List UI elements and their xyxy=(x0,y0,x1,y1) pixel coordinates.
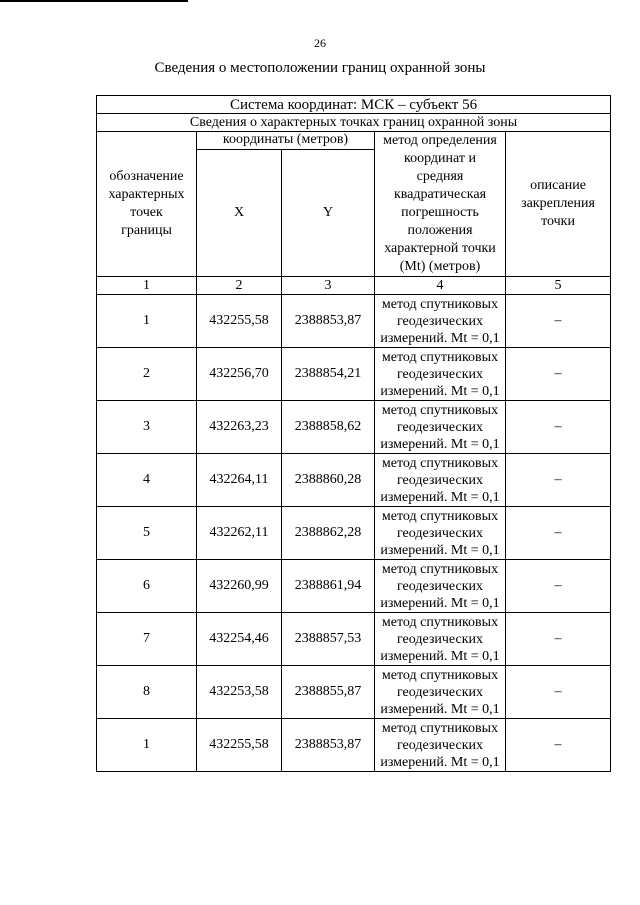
table-row xyxy=(97,666,611,719)
description-cell: – xyxy=(506,719,611,772)
section-title-row xyxy=(97,114,611,132)
method-cell: метод спутниковых геодезических измерений. Mt = 0,1 xyxy=(375,666,506,719)
method-cell: метод спутниковых геодезических измерений. Mt = 0,1 xyxy=(375,613,506,666)
header-y: Y xyxy=(282,150,375,277)
description-cell: – xyxy=(506,560,611,613)
coord-x: 432253,58 xyxy=(197,666,282,719)
header-method: метод определения координат и средняя квадратическая погрешность положения характерной точки (Mt) (метров) xyxy=(375,132,506,277)
coord-x: 432263,23 xyxy=(197,401,282,454)
method-cell: метод спутниковых геодезических измерений. Mt = 0,1 xyxy=(375,719,506,772)
column-numbers-row xyxy=(97,277,611,295)
coordinate-system-cell: Система координат: МСК – субъект 56 xyxy=(97,96,611,114)
column-number: 2 xyxy=(197,277,282,295)
column-number: 5 xyxy=(506,277,611,295)
method-cell: метод спутниковых геодезических измерений. Mt = 0,1 xyxy=(375,454,506,507)
column-number: 4 xyxy=(375,277,506,295)
coord-x: 432260,99 xyxy=(197,560,282,613)
point-id: 5 xyxy=(97,507,197,560)
method-cell: метод спутниковых геодезических измерений. Mt = 0,1 xyxy=(375,348,506,401)
point-id: 3 xyxy=(97,401,197,454)
point-id: 2 xyxy=(97,348,197,401)
coord-y: 2388860,28 xyxy=(282,454,375,507)
table-row xyxy=(97,560,611,613)
method-cell: метод спутниковых геодезических измерений. Mt = 0,1 xyxy=(375,295,506,348)
coord-y: 2388857,53 xyxy=(282,613,375,666)
coord-y: 2388858,62 xyxy=(282,401,375,454)
coord-y: 2388853,87 xyxy=(282,719,375,772)
table-row xyxy=(97,401,611,454)
coord-y: 2388853,87 xyxy=(282,295,375,348)
point-id: 1 xyxy=(97,719,197,772)
description-cell: – xyxy=(506,666,611,719)
point-id: 7 xyxy=(97,613,197,666)
coord-y: 2388861,94 xyxy=(282,560,375,613)
table-row xyxy=(97,295,611,348)
coordinate-system-row xyxy=(97,96,611,114)
description-cell: – xyxy=(506,295,611,348)
document-title: Сведения о местоположении границ охранной зоны xyxy=(154,60,486,76)
table-row xyxy=(97,613,611,666)
coord-y: 2388855,87 xyxy=(282,666,375,719)
description-cell: – xyxy=(506,348,611,401)
description-cell: – xyxy=(506,454,611,507)
method-cell: метод спутниковых геодезических измерений. Mt = 0,1 xyxy=(375,560,506,613)
header-row-top xyxy=(97,132,611,150)
top-left-rule xyxy=(0,0,188,2)
section-title-cell: Сведения о характерных точках границ охранной зоны xyxy=(97,114,611,132)
method-cell: метод спутниковых геодезических измерений. Mt = 0,1 xyxy=(375,507,506,560)
header-coordinates: координаты (метров) xyxy=(197,132,375,150)
coord-y: 2388862,28 xyxy=(282,507,375,560)
header-description: описание закрепления точки xyxy=(506,132,611,277)
coord-x: 432255,58 xyxy=(197,295,282,348)
method-cell: метод спутниковых геодезических измерений. Mt = 0,1 xyxy=(375,401,506,454)
page-number: 26 xyxy=(314,36,326,50)
boundary-points-table xyxy=(96,95,611,772)
table-row xyxy=(97,719,611,772)
description-cell: – xyxy=(506,401,611,454)
table-row xyxy=(97,507,611,560)
header-x: X xyxy=(197,150,282,277)
coord-x: 432262,11 xyxy=(197,507,282,560)
point-id: 8 xyxy=(97,666,197,719)
point-id: 1 xyxy=(97,295,197,348)
coord-x: 432256,70 xyxy=(197,348,282,401)
column-number: 1 xyxy=(97,277,197,295)
header-designation: обозначение характерных точек границы xyxy=(97,132,197,277)
point-id: 4 xyxy=(97,454,197,507)
coord-x: 432254,46 xyxy=(197,613,282,666)
coord-x: 432264,11 xyxy=(197,454,282,507)
table-row xyxy=(97,454,611,507)
coord-y: 2388854,21 xyxy=(282,348,375,401)
description-cell: – xyxy=(506,613,611,666)
column-number: 3 xyxy=(282,277,375,295)
table-row xyxy=(97,348,611,401)
coord-x: 432255,58 xyxy=(197,719,282,772)
point-id: 6 xyxy=(97,560,197,613)
description-cell: – xyxy=(506,507,611,560)
